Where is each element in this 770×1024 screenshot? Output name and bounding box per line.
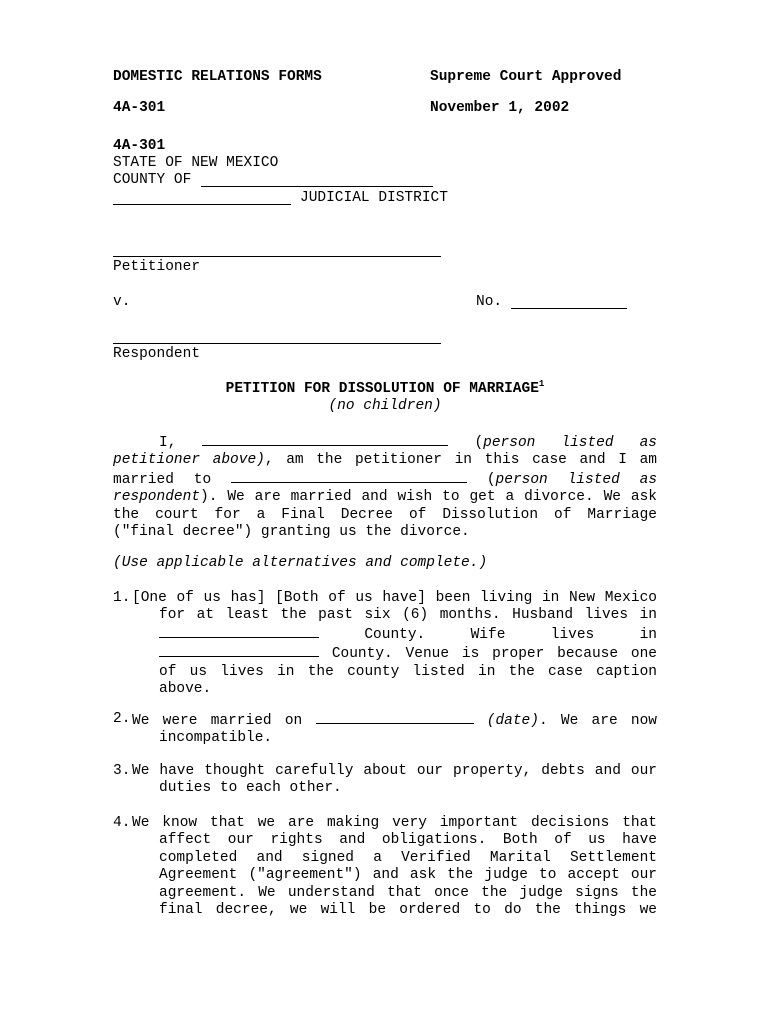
respondent-blank-line bbox=[113, 343, 441, 344]
item-number: 2. bbox=[113, 711, 131, 727]
item-body bbox=[132, 763, 657, 798]
caption-form-number: 4A-301 bbox=[113, 138, 166, 154]
intro-married-to: , am the petitioner in this case and I am married to bbox=[113, 452, 657, 488]
item-2-text-c: . We are now incompatible. bbox=[159, 713, 658, 747]
intro-respondent-note: person listed as respondent bbox=[113, 471, 658, 506]
item-3-text: We have thought carefully about our property, debts and our duties to each other. bbox=[132, 763, 657, 797]
intro-paragraph bbox=[113, 433, 657, 541]
petition-title bbox=[0, 381, 770, 398]
caption-versus: v. bbox=[113, 294, 131, 310]
instruction-note: (Use applicable alternatives and complete.) bbox=[113, 555, 488, 571]
item-1-text-c: County. Venue is proper because one of us lives in the county listed in the case caption above. bbox=[159, 646, 657, 698]
item-4-text: We know that we are making very important decisions that affect our rights and obligations. Both of us have completed and signed a Verified Marital Settlement Agreement ("agreement") and ask the judge to accept our agreement. We understand that once the judge signs the final decree, we will be ordered to do the things we bbox=[132, 815, 657, 919]
footnote-marker: 1 bbox=[538, 379, 545, 390]
header-form-category: DOMESTIC RELATIONS FORMS bbox=[113, 69, 322, 85]
list-item bbox=[113, 815, 657, 925]
item-body bbox=[132, 711, 657, 748]
intro-request: ). We are married and wish to get a divorce. We ask the court for a Final Decree of Dissolution of Marriage ("final decree") granting us the divorce. bbox=[113, 489, 657, 541]
item-number: 3. bbox=[113, 763, 131, 779]
item-1-text-a: [One of us has] [Both of us have] been living in New Mexico for at least the past six (6) months. Husband lives in bbox=[132, 590, 657, 624]
item-number: 4. bbox=[113, 815, 131, 831]
item-2-date-label: (date) bbox=[486, 713, 539, 729]
list-item bbox=[113, 590, 657, 698]
caption-state: STATE OF NEW MEXICO bbox=[113, 155, 279, 171]
item-body bbox=[132, 815, 657, 919]
item-number: 1. bbox=[113, 590, 131, 606]
item-2-text-a: We were married on bbox=[132, 713, 303, 729]
husband-county-blank bbox=[159, 625, 319, 638]
header-form-number: 4A-301 bbox=[113, 100, 166, 116]
list-item bbox=[113, 711, 657, 747]
caption-district-label: JUDICIAL DISTRICT bbox=[300, 190, 448, 206]
petitioner-name-blank bbox=[202, 433, 448, 446]
caption-case-no-label: No. bbox=[476, 294, 503, 310]
caption-county-label: COUNTY OF bbox=[113, 172, 192, 188]
intro-petitioner-note: person listed as petitioner above) bbox=[113, 435, 657, 469]
wife-county-blank bbox=[159, 644, 319, 657]
header-approval: Supreme Court Approved bbox=[430, 69, 622, 85]
county-blank-line bbox=[201, 186, 433, 187]
petition-title-text: PETITION FOR DISSOLUTION OF MARRIAGE bbox=[225, 381, 539, 397]
list-item bbox=[113, 763, 657, 799]
district-blank-line bbox=[113, 204, 291, 205]
header-date: November 1, 2002 bbox=[430, 100, 570, 116]
marriage-date-blank bbox=[316, 711, 474, 724]
intro-i: I, bbox=[159, 435, 177, 451]
item-1-text-b: County. Wife lives in bbox=[364, 626, 657, 643]
intro-paren-open-2: ( bbox=[486, 471, 496, 488]
respondent-name-blank bbox=[231, 470, 467, 483]
case-number-blank-line bbox=[511, 308, 627, 309]
caption-petitioner-label: Petitioner bbox=[113, 259, 201, 275]
item-body bbox=[132, 590, 657, 698]
intro-paren-open-1: ( bbox=[474, 435, 484, 451]
petitioner-blank-line bbox=[113, 256, 441, 257]
caption-respondent-label: Respondent bbox=[113, 346, 201, 362]
petition-subtitle: (no children) bbox=[328, 398, 442, 414]
